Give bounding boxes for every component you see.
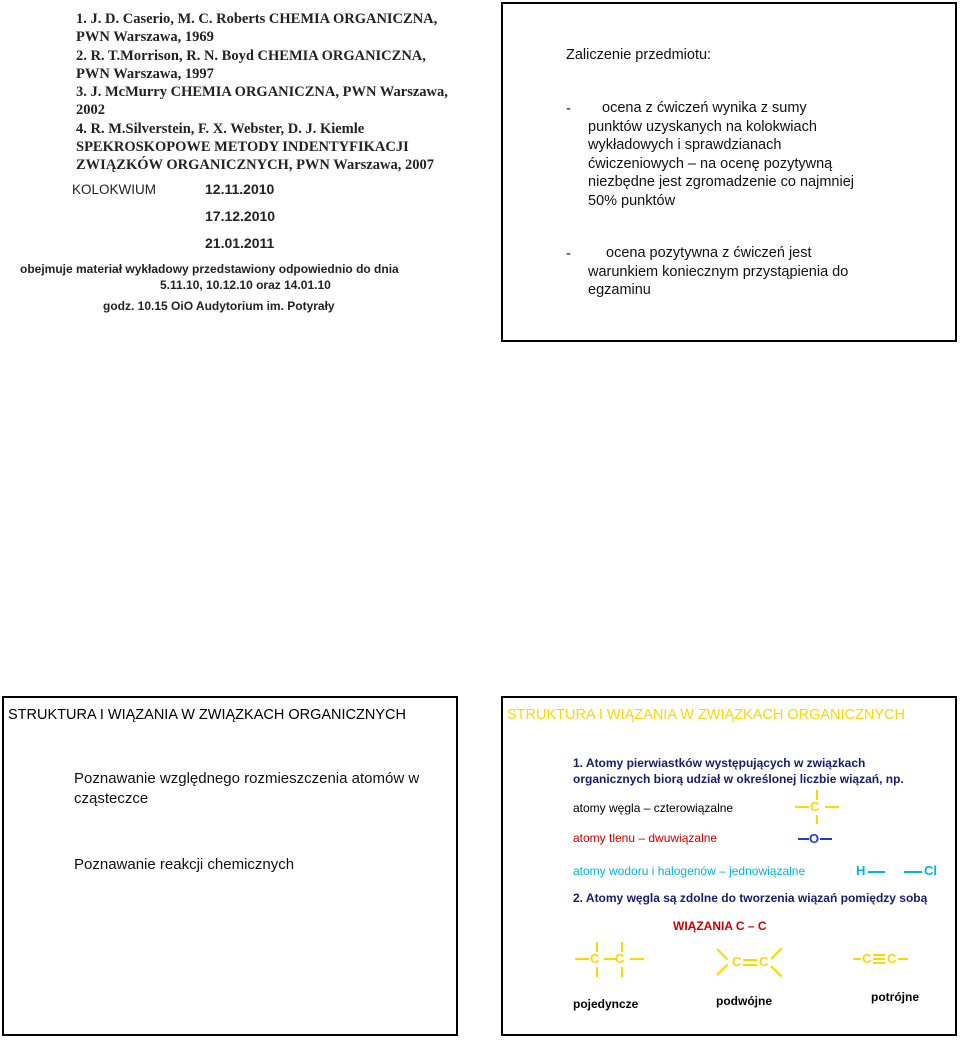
hydrogen-symbol: H — [856, 863, 866, 878]
oxygen-valence-line: atomy tlenu – dwuwiązalne — [573, 831, 718, 845]
slide4-title: STRUKTURA I WIĄZANIA W ZWIĄZKACH ORGANICZNYCH — [507, 707, 905, 723]
chlorine-symbol: Cl — [924, 863, 937, 878]
kolokwium-note: obejmuje materiał wykładowy przedstawiony odpowiednio do dnia — [20, 262, 399, 276]
slide4-point-2: 2. Atomy węgla są zdolne do tworzenia wiązań pomiędzy sobą — [573, 891, 928, 905]
bonds-title: WIĄZANIA C – C — [673, 919, 767, 933]
reference-line: 2002 — [76, 102, 105, 119]
zaliczenie-bullet-1 — [588, 99, 948, 210]
point-line: 1. Atomy pierwiastków występujących w związkach — [573, 756, 866, 770]
carbon-atom: C — [732, 954, 742, 969]
slide3-item-2: Poznawanie reakcji chemicznych — [74, 856, 295, 873]
reference-line: PWN Warszawa, 1997 — [76, 65, 214, 82]
kolokwium-time: godz. 10.15 OiO Audytorium im. Potyrały — [103, 299, 335, 313]
kolokwium-date-2: 17.12.2010 — [205, 208, 276, 224]
bullet-line: ocena pozytywna z ćwiczeń jest — [606, 245, 812, 261]
item-line: Poznawanie względnego rozmieszczenia atomów w — [74, 770, 420, 787]
bullet-line: egzaminu — [588, 282, 651, 298]
reference-line: 1. J. D. Caserio, M. C. Roberts CHEMIA ORGANICZNA, — [76, 11, 438, 27]
triple-bond-label: potrójne — [871, 990, 919, 1004]
reference-line: 2. R. T.Morrison, R. N. Boyd CHEMIA ORGANICZNA, — [76, 47, 426, 64]
carbon-atom: C — [590, 951, 600, 966]
slide4-point-1 — [573, 755, 904, 787]
reference-line: PWN Warszawa, 1969 — [76, 29, 214, 46]
reference-line: 4. R. M.Silverstein, F. X. Webster, D. J. Kiemle — [76, 120, 365, 137]
single-bond-diagram — [575, 942, 645, 978]
oxygen-symbol: O — [809, 831, 820, 846]
zaliczenie-title: Zaliczenie przedmiotu: — [566, 47, 712, 63]
carbon-atom: C — [887, 951, 897, 966]
carbon-atom: C — [615, 951, 625, 966]
double-bond-label: podwójne — [716, 994, 772, 1008]
hydrogen-monovalent-symbol — [856, 863, 896, 881]
oxygen-divalent-symbol — [798, 830, 838, 846]
bullet-line: warunkiem koniecznym przystąpienia do — [588, 263, 849, 280]
single-bond-label: pojedyncze — [573, 997, 639, 1011]
bullet-line: niezbędne jest zgromadzenie co najmniej — [588, 174, 854, 190]
triple-bond-diagram — [853, 950, 919, 968]
item-line: cząsteczce — [74, 790, 149, 807]
reference-line: SPEKROSKOPOWE METODY INDENTYFIKACJI — [76, 139, 409, 156]
bullet-line: wykładowych i sprawdzianach — [588, 137, 782, 153]
point-line: organicznych biorą udział w określonej liczbie wiązań, np. — [573, 772, 904, 786]
reference-line: ZWIĄZKÓW ORGANICZNYCH, PWN Warszawa, 2007 — [76, 157, 434, 174]
slide3-item-1 — [74, 769, 454, 809]
double-bond-diagram — [716, 944, 784, 978]
carbon-atom: C — [862, 951, 872, 966]
bullet-line: ocena z ćwiczeń wynika z sumy — [602, 100, 807, 116]
kolokwium-label: KOLOKWIUM — [72, 182, 157, 197]
carbon-tetravalent-symbol — [795, 790, 839, 824]
chlorine-monovalent-symbol — [904, 863, 944, 881]
bullet-dash: - — [566, 100, 571, 117]
reference-line: 3. J. McMurry CHEMIA ORGANICZNA, PWN Warszawa, — [76, 84, 448, 101]
hydrogen-valence-line: atomy wodoru i halogenów – jednowiązalne — [573, 864, 806, 878]
kolokwium-date-3: 21.01.2011 — [205, 235, 275, 251]
bullet-line: punktów uzyskanych na kolokwiach — [588, 118, 817, 135]
carbon-valence-line: atomy węgla – czterowiązalne — [573, 801, 734, 815]
zaliczenie-bullet-2 — [588, 244, 948, 300]
bullet-line: ćwiczeniowych – na ocenę pozytywną — [588, 155, 833, 172]
reference-list — [76, 10, 476, 175]
bullet-line: 50% punktów — [588, 192, 676, 209]
kolokwium-date-1: 12.11.2010 — [205, 181, 275, 197]
carbon-symbol: C — [810, 799, 820, 814]
carbon-atom: C — [759, 954, 769, 969]
bullet-dash: - — [566, 245, 571, 262]
slide3-title: STRUKTURA I WIĄZANIA W ZWIĄZKACH ORGANICZNYCH — [8, 707, 406, 723]
kolokwium-note-dates: 5.11.10, 10.12.10 oraz 14.01.10 — [160, 278, 331, 292]
